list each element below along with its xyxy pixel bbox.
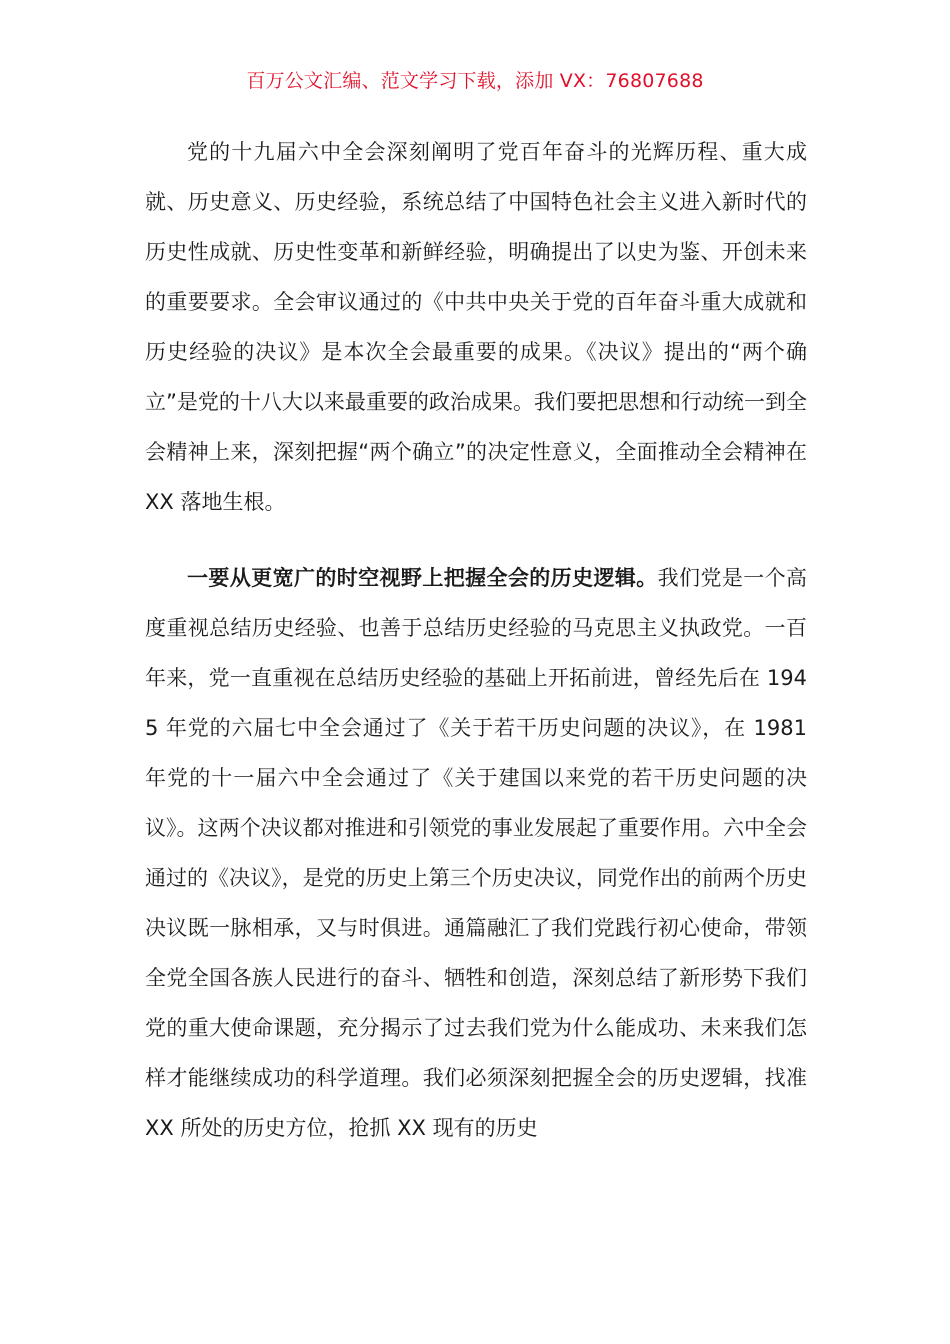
header-note: 百万公文汇编、范文学习下载，添加 VX：76807688 [246, 70, 704, 92]
section-one-text: 我们党是一个高度重视总结历史经验、也善于总结历史经验的马克思主义执政党。一百年来，党一直重视在总结历史经验的基础上开拓前进，曾经先后在 1945 年党的六届七中全会通过了《关于若干历史问题的决议》，在 1981 年党的十一届六中全会通过了《关于建国以来党的若干历史问题的决议》。这两个决议都对推进和引领党的事业发展起了重要作用。六中全会通过的《决议》，是党的历史上第三个历史决议，同党作出的前两个历史决议既一脉相承，又与时俱进。通篇融汇了我们党践行初心使命，带领全党全国各族人民进行的奋斗、牺牲和创造，深刻总结了新形势下我们党的重大使命课题，充分揭示了过去我们党为什么能成功、未来我们怎样才能继续成功的科学道理。我们必须深刻把握全会的历史逻辑，找准 XX 所处的历史方位，抢抓 XX 现有的历史 [145, 566, 808, 1140]
paragraph-intro: 党的十九届六中全会深刻阐明了党百年奋斗的光辉历程、重大成就、历史意义、历史经验，系统总结了中国特色社会主义进入新时代的历史性成就、历史性变革和新鲜经验，明确提出了以史为鉴、开创未来的重要要求。全会审议通过的《中共中央关于党的百年奋斗重大成就和历史经验的决议》是本次全会最重要的成果。《决议》提出的“两个确立”是党的十八大以来最重要的政治成果。我们要把思想和行动统一到全会精神上来，深刻把握“两个确立”的决定性意义，全面推动全会精神在 XX 落地生根。 [145, 140, 807, 514]
section-one-heading: 一要从更宽广的时空视野上把握全会的历史逻辑。 [187, 566, 658, 590]
paragraph-section-one [145, 553, 807, 1153]
document-body [145, 127, 807, 1153]
